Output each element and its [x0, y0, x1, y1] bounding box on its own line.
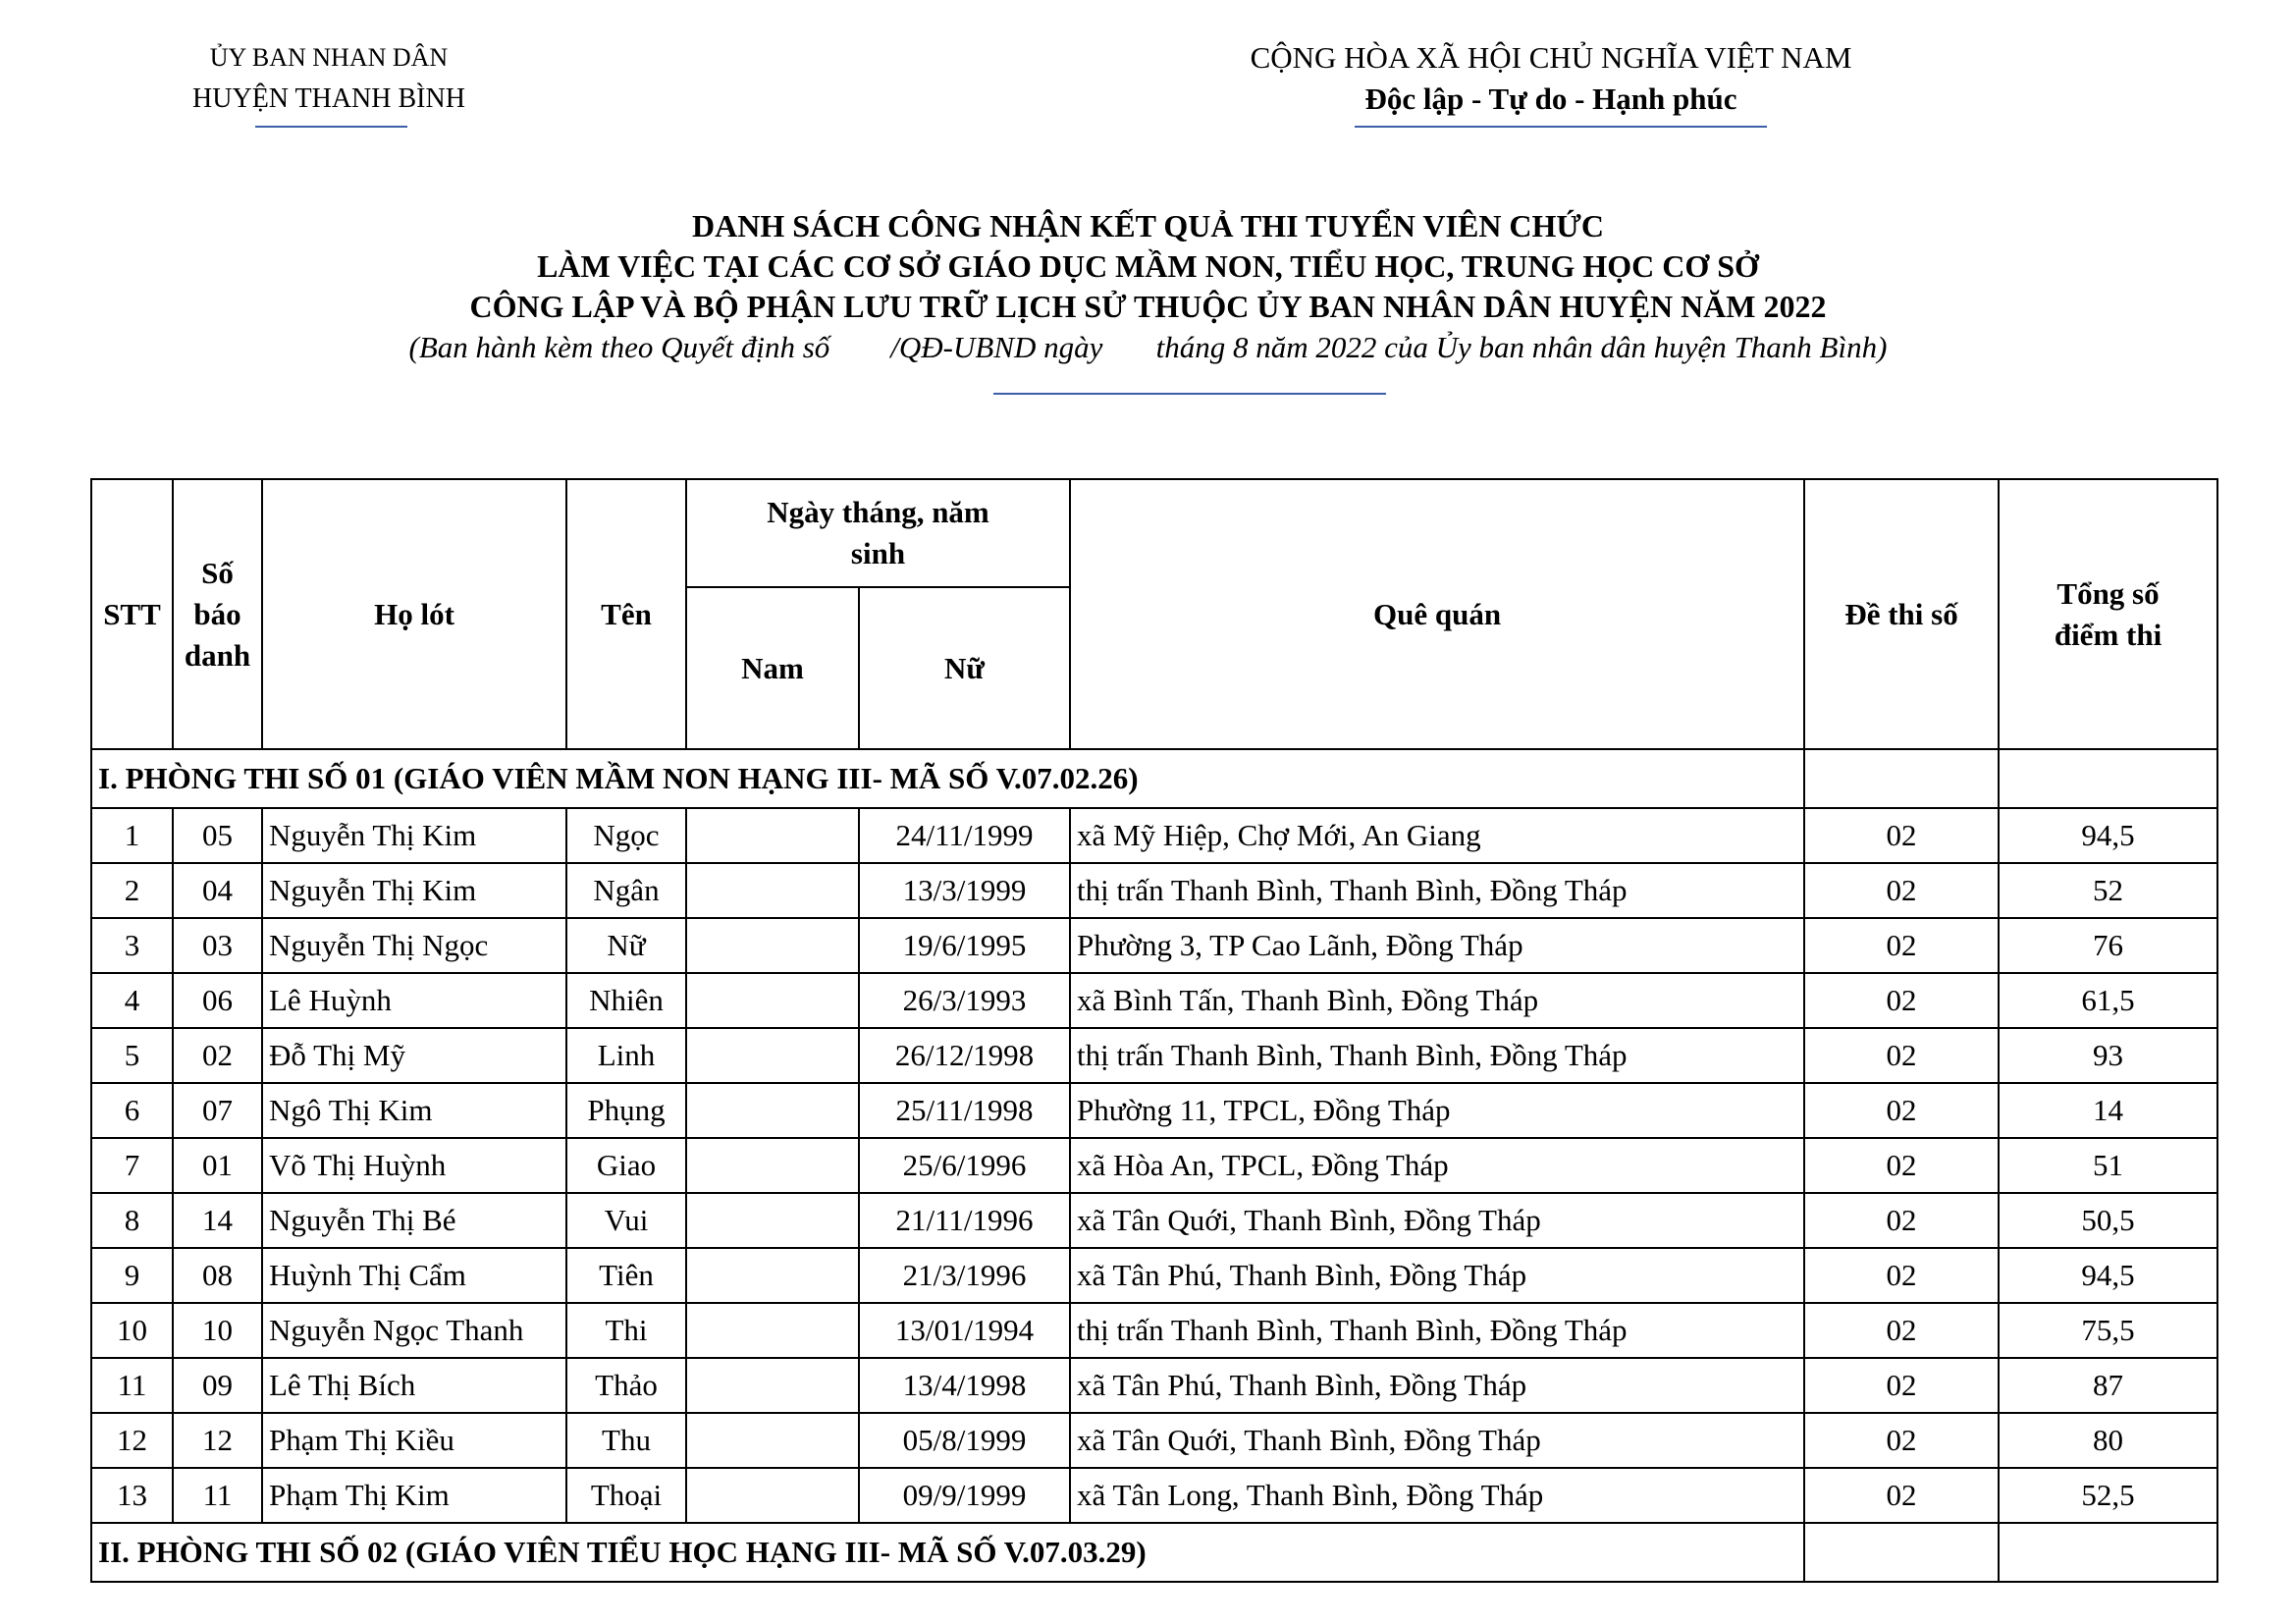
cell-nam [686, 808, 859, 863]
cell-stt: 2 [91, 863, 173, 918]
cell-dethi: 02 [1804, 1358, 1999, 1413]
cell-quequan: xã Tân Quới, Thanh Bình, Đồng Tháp [1070, 1413, 1804, 1468]
cell-dethi: 02 [1804, 1028, 1999, 1083]
cell-diem: 14 [1999, 1083, 2217, 1138]
cell-holot: Đỗ Thị Mỹ [262, 1028, 566, 1083]
cell-sbd: 10 [173, 1303, 262, 1358]
header-left-line2: HUYỆN THANH BÌNH [192, 83, 465, 114]
cell-ten: Ngân [566, 863, 686, 918]
document-title [0, 206, 2296, 368]
cell-nam [686, 1248, 859, 1303]
col-holot: Họ lót [262, 479, 566, 749]
results-table [90, 478, 2218, 1583]
cell-dethi: 02 [1804, 1248, 1999, 1303]
table-row [91, 863, 2217, 918]
cell-sbd: 03 [173, 918, 262, 973]
cell-nu: 25/11/1998 [859, 1083, 1070, 1138]
cell-stt: 4 [91, 973, 173, 1028]
cell-holot: Huỳnh Thị Cẩm [262, 1248, 566, 1303]
cell-diem: 93 [1999, 1028, 2217, 1083]
table-row [91, 973, 2217, 1028]
table-row [91, 1083, 2217, 1138]
cell-diem: 61,5 [1999, 973, 2217, 1028]
cell-ten: Thu [566, 1413, 686, 1468]
cell-diem: 94,5 [1999, 808, 2217, 863]
cell-nam [686, 1193, 859, 1248]
section-1-row [91, 749, 2217, 808]
title-line-3: CÔNG LẬP VÀ BỘ PHẬN LƯU TRỮ LỊCH SỬ THUỘC ỦY BAN NHÂN DÂN HUYỆN NĂM 2022 [469, 289, 1827, 324]
cell-ten: Giao [566, 1138, 686, 1193]
cell-ten: Nữ [566, 918, 686, 973]
cell-dethi: 02 [1804, 1138, 1999, 1193]
section-2-empty-a [1804, 1523, 1999, 1582]
cell-stt: 7 [91, 1138, 173, 1193]
cell-nam [686, 1083, 859, 1138]
cell-sbd: 02 [173, 1028, 262, 1083]
cell-ten: Phụng [566, 1083, 686, 1138]
cell-sbd: 06 [173, 973, 262, 1028]
cell-holot: Ngô Thị Kim [262, 1083, 566, 1138]
cell-quequan: xã Tân Phú, Thanh Bình, Đồng Tháp [1070, 1248, 1804, 1303]
cell-sbd: 14 [173, 1193, 262, 1248]
cell-stt: 13 [91, 1468, 173, 1523]
cell-holot: Nguyễn Thị Ngọc [262, 918, 566, 973]
cell-ten: Ngọc [566, 808, 686, 863]
header-right-line1: CỘNG HÒA XÃ HỘI CHỦ NGHĨA VIỆT NAM [1250, 40, 1852, 75]
col-nu: Nữ [859, 587, 1070, 749]
section-1-title: I. PHÒNG THI SỐ 01 (GIÁO VIÊN MẦM NON HẠNG III- MÃ SỐ V.07.02.26) [91, 749, 1804, 808]
table-row [91, 1248, 2217, 1303]
cell-holot: Võ Thị Huỳnh [262, 1138, 566, 1193]
cell-dethi: 02 [1804, 1413, 1999, 1468]
cell-ten: Thi [566, 1303, 686, 1358]
cell-nam [686, 1468, 859, 1523]
col-dethi: Đề thi số [1804, 479, 1999, 749]
table-row [91, 1138, 2217, 1193]
section-2-empty-b [1999, 1523, 2217, 1582]
cell-holot: Nguyễn Thị Kim [262, 863, 566, 918]
cell-stt: 10 [91, 1303, 173, 1358]
cell-nu: 26/12/1998 [859, 1028, 1070, 1083]
cell-sbd: 08 [173, 1248, 262, 1303]
section-2-row [91, 1523, 2217, 1582]
cell-quequan: xã Tân Phú, Thanh Bình, Đồng Tháp [1070, 1358, 1804, 1413]
cell-dethi: 02 [1804, 1083, 1999, 1138]
cell-nu: 24/11/1999 [859, 808, 1070, 863]
cell-quequan: Phường 3, TP Cao Lãnh, Đồng Tháp [1070, 918, 1804, 973]
cell-nam [686, 918, 859, 973]
cell-ten: Tiên [566, 1248, 686, 1303]
cell-nu: 09/9/1999 [859, 1468, 1070, 1523]
section-1-empty-a [1804, 749, 1999, 808]
cell-dethi: 02 [1804, 973, 1999, 1028]
cell-stt: 9 [91, 1248, 173, 1303]
table-row [91, 1413, 2217, 1468]
cell-diem: 50,5 [1999, 1193, 2217, 1248]
cell-quequan: thị trấn Thanh Bình, Thanh Bình, Đồng Tháp [1070, 1303, 1804, 1358]
cell-ten: Thảo [566, 1358, 686, 1413]
cell-nam [686, 1358, 859, 1413]
table-row [91, 1468, 2217, 1523]
cell-quequan: xã Bình Tấn, Thanh Bình, Đồng Tháp [1070, 973, 1804, 1028]
cell-nam [686, 1303, 859, 1358]
cell-sbd: 11 [173, 1468, 262, 1523]
cell-sbd: 04 [173, 863, 262, 918]
header-left-line1: ỦY BAN NHAN DÂN [209, 43, 449, 72]
cell-stt: 8 [91, 1193, 173, 1248]
cell-sbd: 01 [173, 1138, 262, 1193]
cell-quequan: thị trấn Thanh Bình, Thanh Bình, Đồng Tháp [1070, 1028, 1804, 1083]
cell-holot: Phạm Thị Kim [262, 1468, 566, 1523]
section-1-empty-b [1999, 749, 2217, 808]
cell-nu: 13/4/1998 [859, 1358, 1070, 1413]
cell-nu: 05/8/1999 [859, 1413, 1070, 1468]
col-ngaysinh: Ngày tháng, năm sinh [686, 479, 1070, 587]
cell-dethi: 02 [1804, 918, 1999, 973]
cell-diem: 75,5 [1999, 1303, 2217, 1358]
table-row [91, 1358, 2217, 1413]
cell-dethi: 02 [1804, 863, 1999, 918]
cell-dethi: 02 [1804, 1468, 1999, 1523]
title-subtitle: (Ban hành kèm theo Quyết định số /QĐ-UBND ngày tháng 8 năm 2022 của Ủy ban nhân dân huyện Thanh Bình) [408, 330, 1888, 364]
cell-nu: 13/3/1999 [859, 863, 1070, 918]
cell-quequan: xã Mỹ Hiệp, Chợ Mới, An Giang [1070, 808, 1804, 863]
cell-ten: Thoại [566, 1468, 686, 1523]
cell-diem: 87 [1999, 1358, 2217, 1413]
col-stt: STT [91, 479, 173, 749]
cell-nu: 13/01/1994 [859, 1303, 1070, 1358]
cell-sbd: 09 [173, 1358, 262, 1413]
cell-sbd: 07 [173, 1083, 262, 1138]
col-nam: Nam [686, 587, 859, 749]
cell-ten: Nhiên [566, 973, 686, 1028]
cell-nam [686, 1028, 859, 1083]
header-left-rule [255, 126, 407, 128]
cell-nu: 25/6/1996 [859, 1138, 1070, 1193]
subtitle-rule [993, 393, 1386, 395]
table-row [91, 1028, 2217, 1083]
header-right-line2: Độc lập - Tự do - Hạnh phúc [1364, 81, 1737, 116]
cell-dethi: 02 [1804, 808, 1999, 863]
cell-stt: 11 [91, 1358, 173, 1413]
cell-nam [686, 973, 859, 1028]
cell-quequan: Phường 11, TPCL, Đồng Tháp [1070, 1083, 1804, 1138]
cell-nam [686, 863, 859, 918]
title-line-2: LÀM VIỆC TẠI CÁC CƠ SỞ GIÁO DỤC MẦM NON, TIỂU HỌC, TRUNG HỌC CƠ SỞ [537, 248, 1759, 284]
cell-quequan: xã Tân Quới, Thanh Bình, Đồng Tháp [1070, 1193, 1804, 1248]
cell-diem: 52,5 [1999, 1468, 2217, 1523]
cell-quequan: thị trấn Thanh Bình, Thanh Bình, Đồng Tháp [1070, 863, 1804, 918]
cell-holot: Nguyễn Ngọc Thanh [262, 1303, 566, 1358]
col-quequan: Quê quán [1070, 479, 1804, 749]
cell-holot: Nguyễn Thị Kim [262, 808, 566, 863]
cell-nam [686, 1413, 859, 1468]
cell-nu: 26/3/1993 [859, 973, 1070, 1028]
cell-quequan: xã Tân Long, Thanh Bình, Đồng Tháp [1070, 1468, 1804, 1523]
table-row [91, 1303, 2217, 1358]
cell-ten: Vui [566, 1193, 686, 1248]
cell-diem: 51 [1999, 1138, 2217, 1193]
cell-holot: Phạm Thị Kiều [262, 1413, 566, 1468]
header-right-rule [1355, 126, 1767, 128]
cell-diem: 52 [1999, 863, 2217, 918]
cell-stt: 6 [91, 1083, 173, 1138]
cell-nam [686, 1138, 859, 1193]
cell-stt: 5 [91, 1028, 173, 1083]
cell-holot: Lê Thị Bích [262, 1358, 566, 1413]
cell-holot: Nguyễn Thị Bé [262, 1193, 566, 1248]
cell-stt: 12 [91, 1413, 173, 1468]
cell-ten: Linh [566, 1028, 686, 1083]
header-left [118, 37, 540, 120]
cell-sbd: 05 [173, 808, 262, 863]
col-ten: Tên [566, 479, 686, 749]
cell-diem: 80 [1999, 1413, 2217, 1468]
cell-stt: 3 [91, 918, 173, 973]
table-row [91, 918, 2217, 973]
section-2-title: II. PHÒNG THI SỐ 02 (GIÁO VIÊN TIỂU HỌC HẠNG III- MÃ SỐ V.07.03.29) [91, 1523, 1804, 1582]
cell-nu: 21/11/1996 [859, 1193, 1070, 1248]
col-sbd: Số báo danh [173, 479, 262, 749]
header-right [1148, 37, 1953, 120]
cell-stt: 1 [91, 808, 173, 863]
cell-dethi: 02 [1804, 1193, 1999, 1248]
title-line-1: DANH SÁCH CÔNG NHẬN KẾT QUẢ THI TUYỂN VIÊN CHỨC [691, 208, 1604, 244]
cell-holot: Lê Huỳnh [262, 973, 566, 1028]
cell-sbd: 12 [173, 1413, 262, 1468]
table-row [91, 1193, 2217, 1248]
col-tongdiem: Tổng số điểm thi [1999, 479, 2217, 749]
cell-quequan: xã Hòa An, TPCL, Đồng Tháp [1070, 1138, 1804, 1193]
cell-nu: 21/3/1996 [859, 1248, 1070, 1303]
cell-diem: 76 [1999, 918, 2217, 973]
cell-nu: 19/6/1995 [859, 918, 1070, 973]
cell-dethi: 02 [1804, 1303, 1999, 1358]
cell-diem: 94,5 [1999, 1248, 2217, 1303]
table-row [91, 808, 2217, 863]
